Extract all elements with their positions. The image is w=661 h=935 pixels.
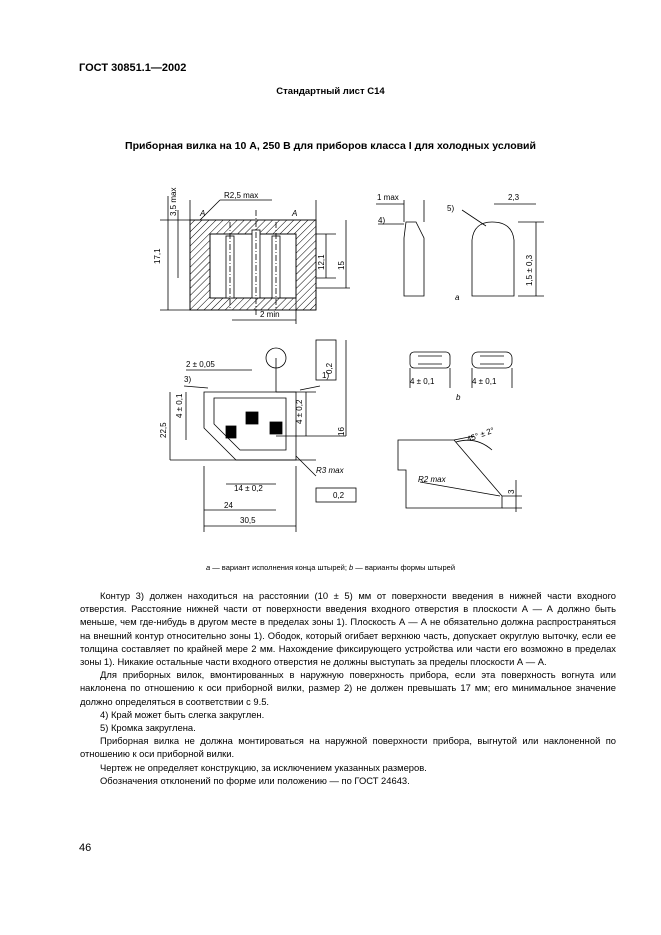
body-text	[80, 589, 616, 787]
paragraph-mounting: Приборная вилка не должна монтироваться на наружной поверхности прибора, выгнутой или наклоненной по отношению к оси приборной вилки.	[80, 735, 616, 760]
dim-2-3: 2,3	[508, 193, 520, 202]
dim-3: 3	[507, 489, 516, 494]
dim-15: 15	[337, 261, 346, 270]
dim-16: 16	[337, 427, 346, 436]
caption-b-text: — варианты формы штырей	[353, 563, 456, 572]
label-a-variant: a	[455, 293, 460, 302]
dim-30-5: 30,5	[240, 516, 256, 525]
document-code: ГОСТ 30851.1—2002	[79, 62, 187, 74]
label-a-left: A	[200, 209, 206, 218]
paragraph-tolerance-ref: Обозначения отклонений по форме или положению — по ГОСТ 24643.	[100, 774, 410, 786]
ref-5: 5)	[447, 204, 455, 213]
paragraph-note-4: 4) Край может быть слегка закруглен.	[100, 708, 265, 720]
dim-14: 14 ± 0,2	[234, 484, 263, 493]
paragraph-drawing-note: Чертеж не определяет конструкцию, за исключением указанных размеров.	[100, 761, 427, 773]
ref-1: 1)	[322, 371, 330, 380]
paragraph-mounted-plugs: Для приборных вилок, вмонтированных в наружную поверхность прибора, если эта поверхность вогнута или наклонена по отношению к оси приборной вилки, размер 2) не должен превышать 17 мм; его минимальное значение должно определяться в соответствии с 9.5.	[80, 669, 616, 707]
dim-4-0-2: 4 ± 0,2	[295, 399, 304, 424]
caption-a-letter: a	[205, 563, 211, 572]
dim-24: 24	[224, 501, 233, 510]
dim-4-0-1-a: 4 ± 0,1	[175, 393, 184, 418]
dim-r3-max: R3 max	[316, 466, 344, 475]
paragraph-note-5: 5) Кромка закруглена.	[100, 722, 196, 734]
technical-drawing	[0, 160, 661, 560]
page-title: Приборная вилка на 10 А, 250 В для приборов класса I для холодных условий	[125, 140, 536, 152]
pin-end-variant-1	[376, 200, 424, 296]
dim-45-deg: 45° ± 2°	[465, 425, 496, 444]
label-b-variant: b	[456, 393, 461, 402]
dim-r2-5-max: R2,5 max	[224, 191, 259, 200]
dim-17-1: 17,1	[153, 248, 162, 264]
dim-r2-max: R2 max	[418, 475, 446, 484]
dim-4-0-1-b: 4 ± 0,1	[410, 377, 435, 386]
dim-4-0-1-c: 4 ± 0,1	[472, 377, 497, 386]
paragraph-contour: Контур 3) должен находиться на расстоянии (10 ± 5) мм от поверхности введения в нижней части входного отверстия. Расстояние нижней части от поверхности введения входного отверстия в плоскости А — А должно быть меньше, чем где-нибудь в другом месте в пределах зоны 1). Плоскость А — А не обязательно должна распространяться на внешний контур относительно зоны 1). Ободок, который огибает верхнюю часть, допускает округлую выточку, если ее толщина составляет по крайней мере 2 мм. Нахождение фиксирующего устройства или части его возможно в пределах зоны 1). Никакие остальные части входного отверстия не должны выступать за пределы плоскости А — А.	[80, 590, 616, 668]
dim-2-0-05: 2 ± 0,05	[186, 360, 215, 369]
label-a-right: A	[292, 209, 298, 218]
ref-4: 4)	[378, 216, 386, 225]
caption-a-text: — вариант исполнения конца штырей;	[210, 563, 350, 572]
dim-1-5: 1,5 ± 0,3	[525, 254, 534, 286]
ref-3: 3)	[184, 375, 192, 384]
edge-detail	[398, 436, 522, 512]
caption-b-letter: b	[349, 563, 354, 572]
sheet-title: Стандартный лист С14	[276, 86, 385, 97]
dim-12-1: 12,1	[317, 254, 326, 270]
page-number: 46	[79, 842, 92, 854]
tolerance-0-2-a: 0,2	[325, 362, 334, 374]
dim-22-5: 22,5	[159, 422, 168, 438]
dim-1-max: 1 max	[377, 193, 399, 202]
tolerance-0-2-b: 0,2	[333, 491, 345, 500]
figure-caption	[0, 563, 661, 572]
dim-2-min: 2 min	[260, 310, 280, 319]
dim-3-5-max: 3,5 max	[169, 187, 178, 216]
